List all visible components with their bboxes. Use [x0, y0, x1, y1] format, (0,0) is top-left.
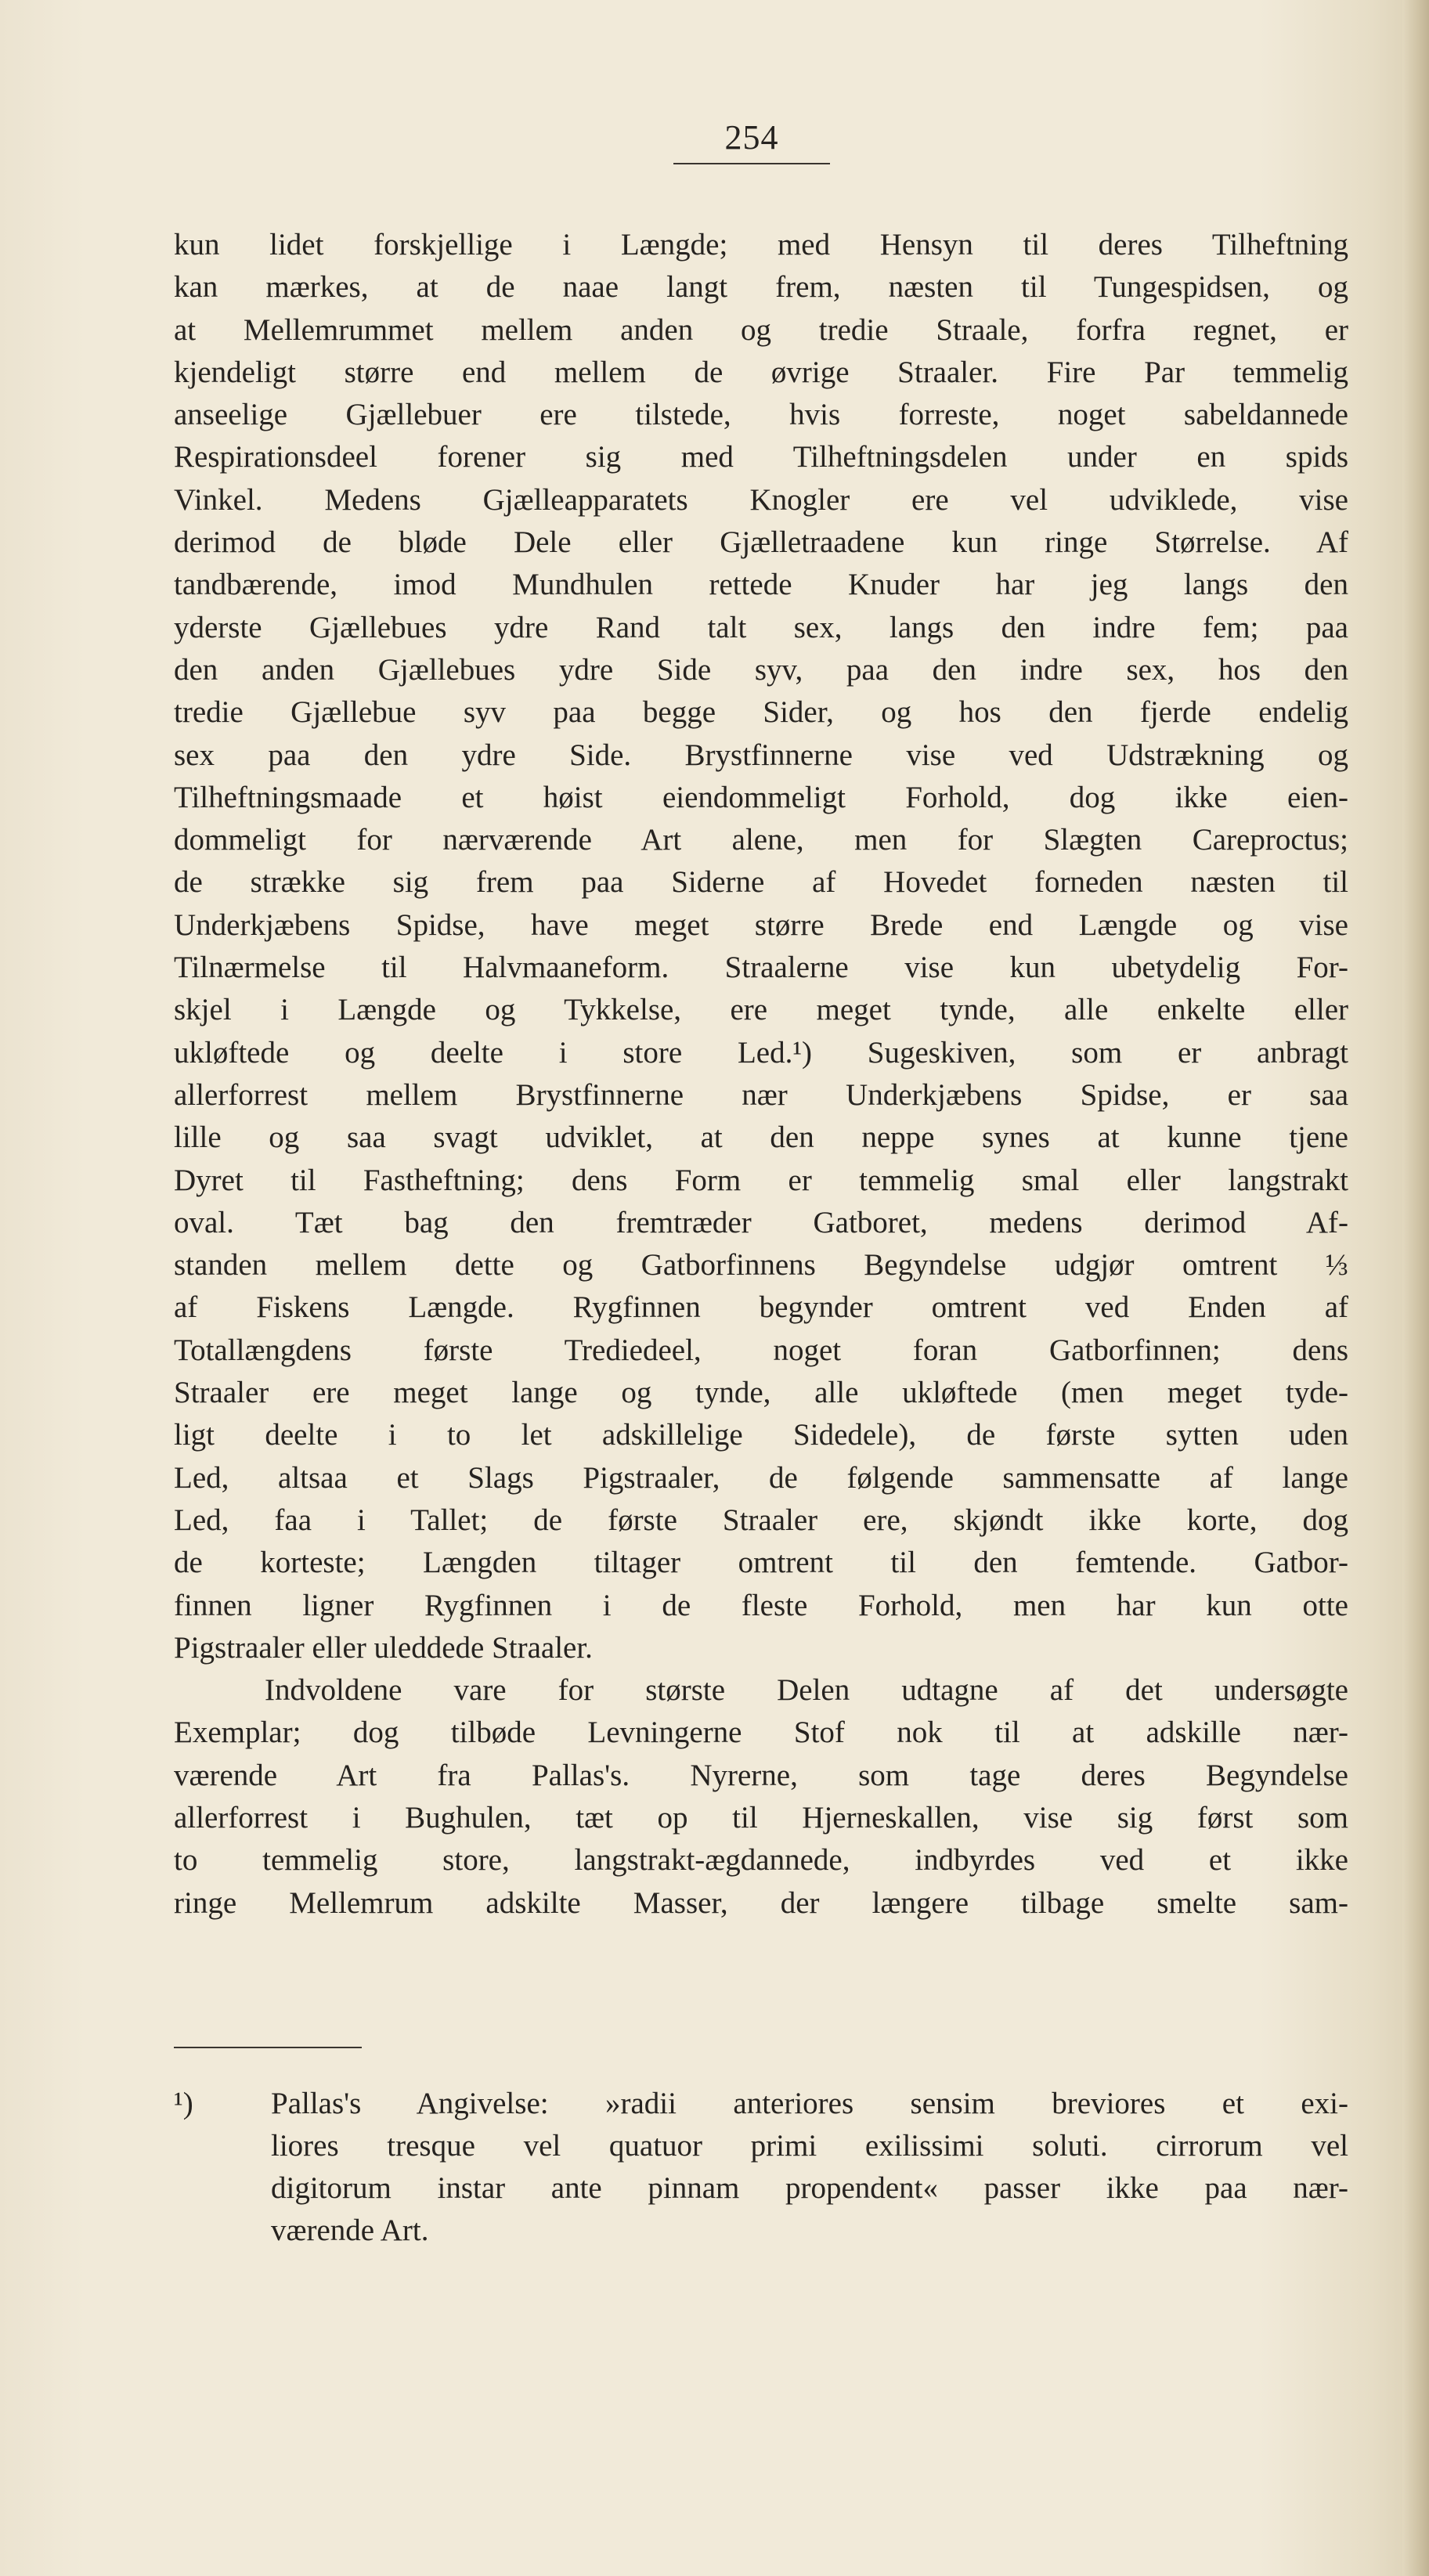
text-line: allerforrest mellem Brystfinnerne nær Underkjæbens Spidse, er saa — [174, 1077, 1348, 1112]
text-line: yderste Gjællebues ydre Rand talt sex, langs den indre fem; paa — [174, 610, 1348, 644]
footnote-line: digitorum instar ante pinnam propendent« passer ikke paa nær- — [271, 2171, 1348, 2205]
text-line: dommeligt for nærværende Art alene, men for Slægten Careproctus; — [174, 823, 1348, 857]
text-line: standen mellem dette og Gatborfinnens Begyndelse udgjør omtrent ⅓ — [174, 1248, 1348, 1283]
footnote-rule — [174, 2047, 362, 2048]
text-line: værende Art fra Pallas's. Nyrerne, som tage deres Begyndelse — [174, 1758, 1348, 1792]
footnote-line — [174, 2083, 1348, 2125]
text-line: Tilnærmelse til Halvmaaneform. Straalerne vise kun ubetydelig For- — [174, 951, 1348, 985]
footnote — [174, 2083, 1348, 2252]
text-line: anseelige Gjællebuer ere tilstede, hvis forreste, noget sabeldannede — [174, 398, 1348, 432]
text-line: kun lidet forskjellige i Længde; med Hensyn til deres Tilheftning — [174, 228, 1348, 262]
page-number: 254 — [724, 118, 779, 157]
text-line: to temmelig store, langstrakt-ægdannede, indbyrdes ved et ikke — [174, 1843, 1348, 1878]
page-edge — [1402, 0, 1429, 2576]
text-line: skjel i Længde og Tykkelse, ere meget tynde, alle enkelte eller — [174, 993, 1348, 1027]
footnote-marker: ¹) — [174, 2087, 193, 2120]
page-number-rule — [673, 163, 830, 164]
text-line: Dyret til Fastheftning; dens Form er temmelig smal eller langstrakt — [174, 1163, 1348, 1197]
text-line: kan mærkes, at de naae langt frem, næsten til Tungespidsen, og — [174, 270, 1348, 305]
text-line: de korteste; Længden tiltager omtrent til den femtende. Gatbor- — [174, 1546, 1348, 1580]
text-line: at Mellemrummet mellem anden og tredie Straale, forfra regnet, er — [174, 312, 1348, 347]
text-line: Exemplar; dog tilbøde Levningerne Stof nok til at adskille nær- — [174, 1716, 1348, 1750]
text-line: allerforrest i Bughulen, tæt op til Hjerneskallen, vise sig først som — [174, 1800, 1348, 1835]
footnote-line: værende Art. — [271, 2213, 429, 2247]
text-line: Straaler ere meget lange og tynde, alle ukløftede (men meget tyde- — [174, 1376, 1348, 1410]
text-line: derimod de bløde Dele eller Gjælletraadene kun ringe Størrelse. Af — [174, 525, 1348, 560]
text-line: kjendeligt større end mellem de øvrige Straaler. Fire Par temmelig — [174, 355, 1348, 389]
text-line: af Fiskens Længde. Rygfinnen begynder omtrent ved Enden af — [174, 1290, 1348, 1325]
text-line: Tilheftningsmaade et høist eiendommeligt Forhold, dog ikke eien- — [174, 780, 1348, 814]
text-line: Pigstraaler eller uleddede Straaler. — [174, 1630, 593, 1665]
text-line: Respirationsdeel forener sig med Tilheftningsdelen under en spids — [174, 440, 1348, 474]
text-line: Underkjæbens Spidse, have meget større Brede end Længde og vise — [174, 907, 1348, 942]
text-line: den anden Gjællebues ydre Side syv, paa den indre sex, hos den — [174, 652, 1348, 687]
text-line: ringe Mellemrum adskilte Masser, der længere tilbage smelte sam- — [174, 1885, 1348, 1920]
text-line: sex paa den ydre Side. Brystfinnerne vise ved Udstrækning og — [174, 738, 1348, 772]
text-line: Indvoldene vare for største Delen udtagne af det undersøgte — [265, 1673, 1348, 1708]
text-line: Totallængdens første Trediedeel, noget foran Gatborfinnen; dens — [174, 1333, 1348, 1367]
text-line: tandbærende, imod Mundhulen rettede Knuder har jeg langs den — [174, 568, 1348, 602]
text-line: finnen ligner Rygfinnen i de fleste Forhold, men har kun otte — [174, 1588, 1348, 1622]
footnote-text: Pallas's Angivelse: »radii anteriores sensim breviores et exi- — [271, 2087, 1348, 2120]
text-line: tredie Gjællebue syv paa begge Sider, og hos den fjerde endelig — [174, 695, 1348, 730]
text-line: oval. Tæt bag den fremtræder Gatboret, medens derimod Af- — [174, 1205, 1348, 1239]
text-line: Led, faa i Tallet; de første Straaler ere, skjøndt ikke korte, dog — [174, 1503, 1348, 1537]
text-line: ligt deelte i to let adskillelige Sidedele), de første sytten uden — [174, 1418, 1348, 1452]
text-line: ukløftede og deelte i store Led.¹) Sugeskiven, som er anbragt — [174, 1035, 1348, 1070]
body-text — [174, 224, 1348, 1925]
text-line: Led, altsaa et Slags Pigstraaler, de følgende sammensatte af lange — [174, 1460, 1348, 1495]
footnote-line: liores tresque vel quatuor primi exilissimi soluti. cirrorum vel — [271, 2129, 1348, 2163]
text-line: lille og saa svagt udviklet, at den neppe synes at kunne tjene — [174, 1120, 1348, 1155]
text-line: Vinkel. Medens Gjælleapparatets Knogler ere vel udviklede, vise — [174, 482, 1348, 517]
text-line: de strække sig frem paa Siderne af Hovedet forneden næsten til — [174, 865, 1348, 900]
